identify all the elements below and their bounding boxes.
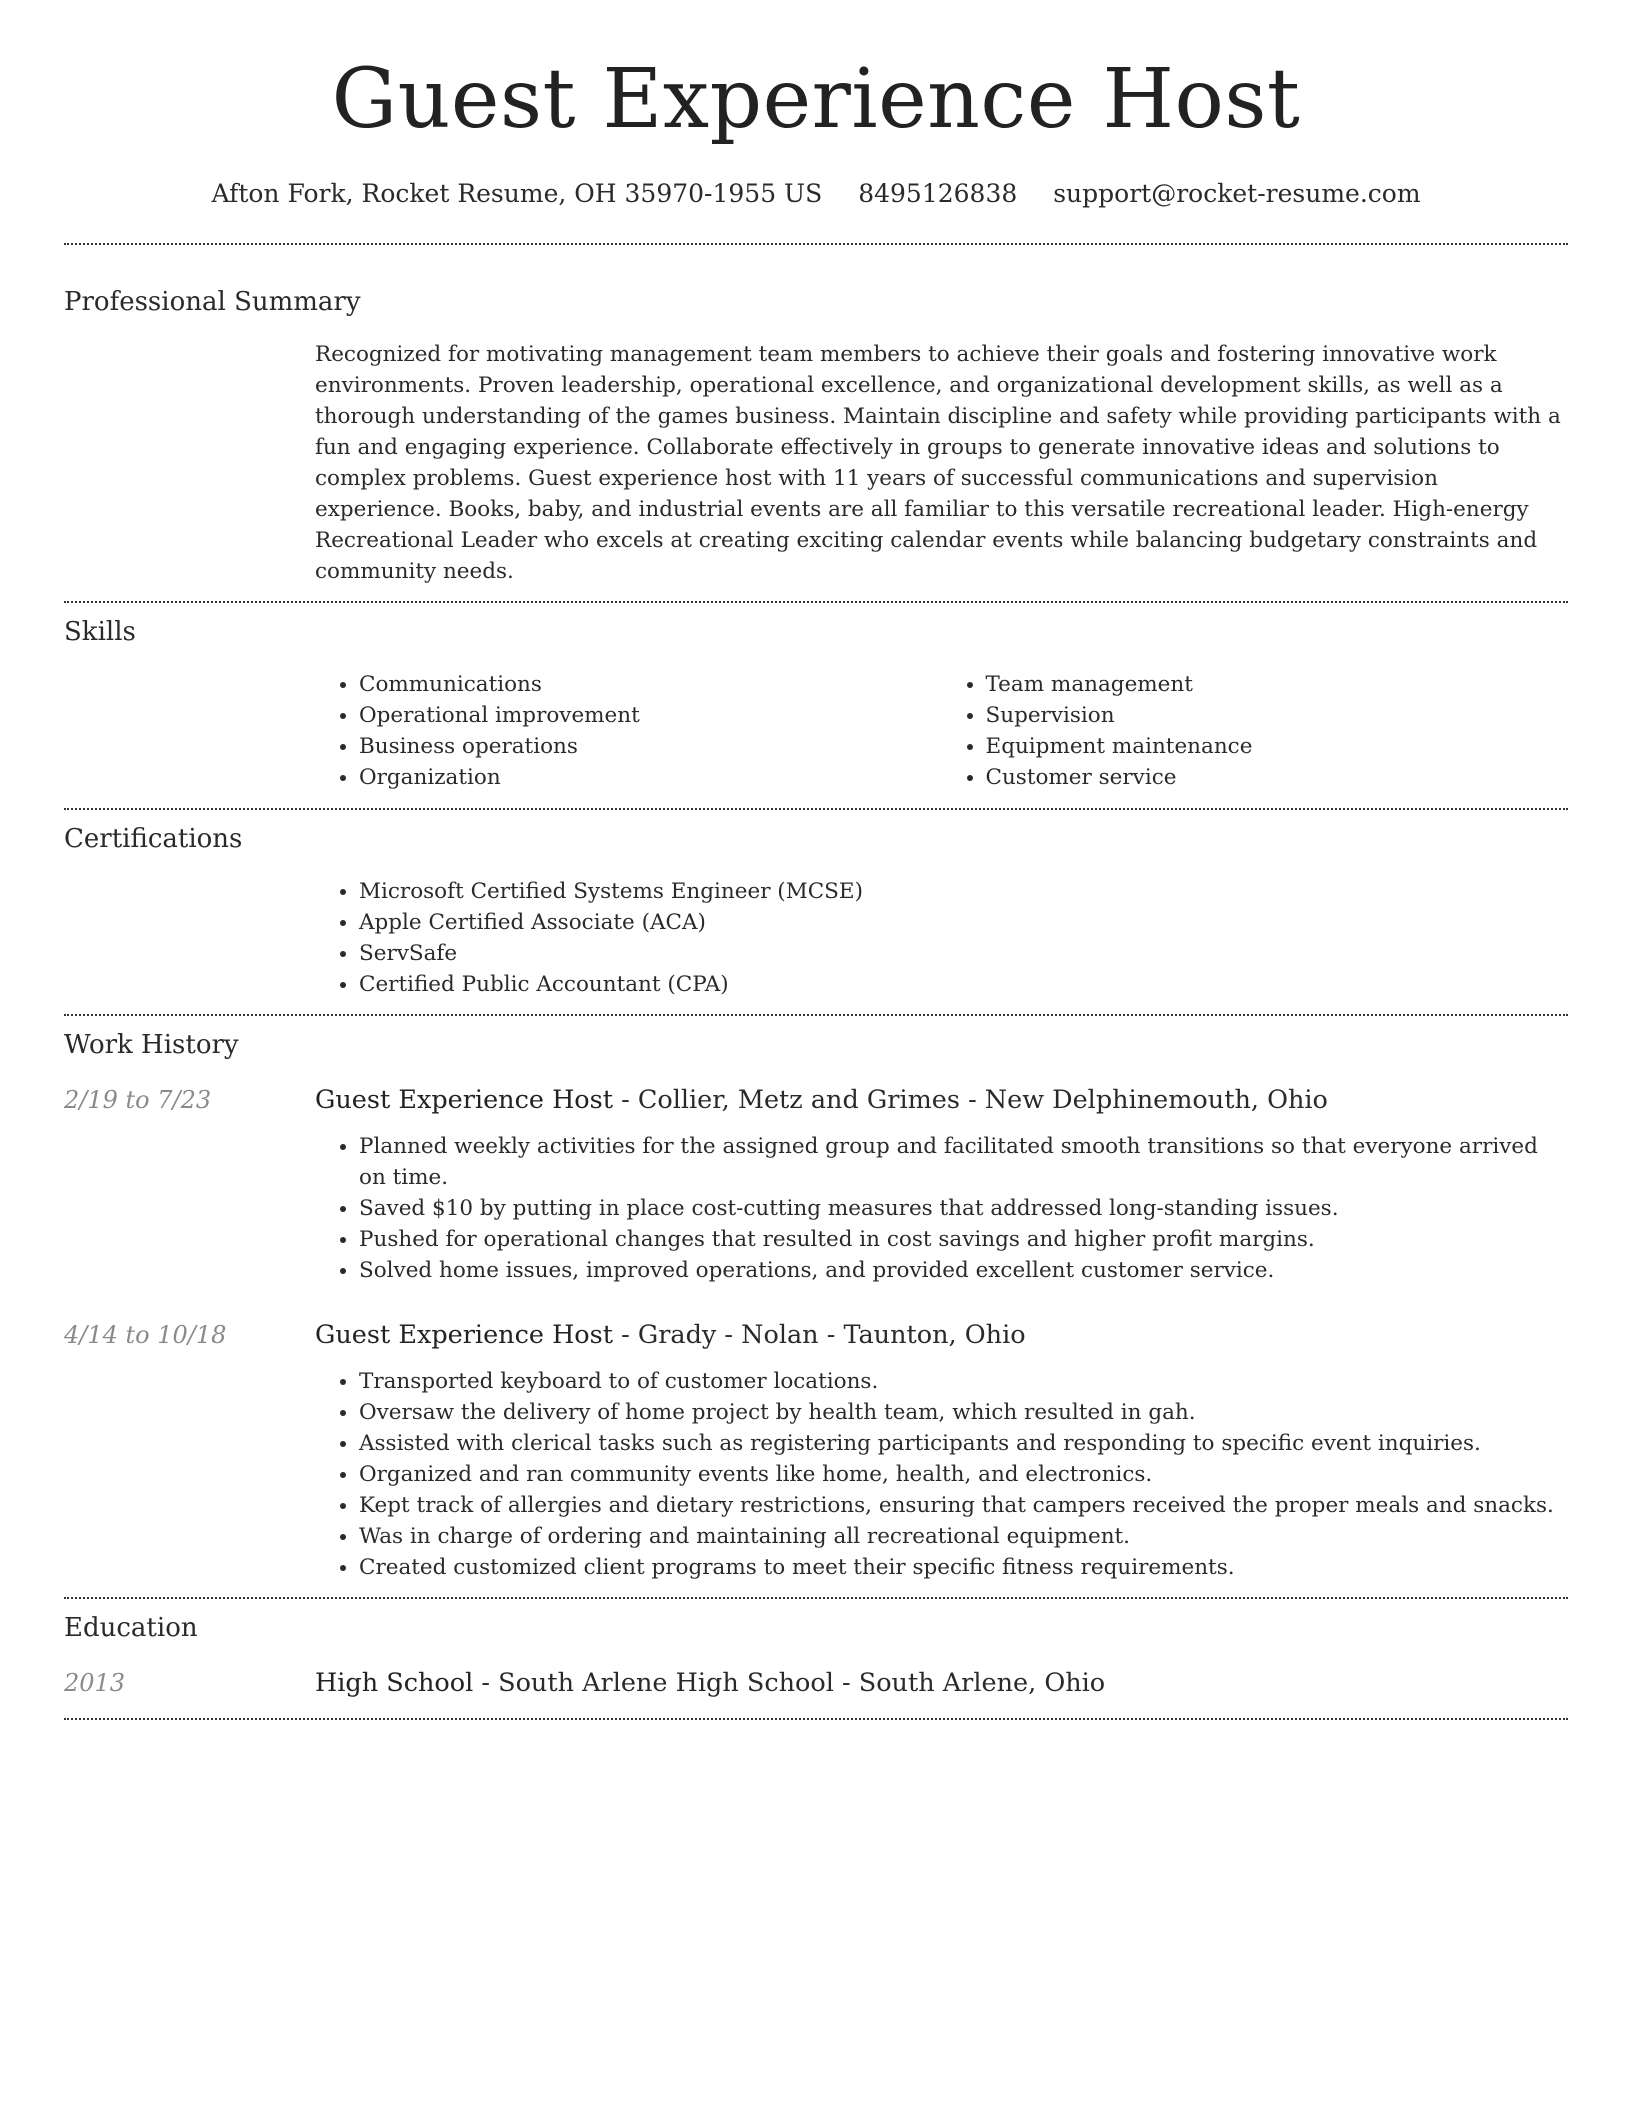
job-bullet: • Transported keyboard to of customer locations.: [359, 1366, 1568, 1397]
job-location: Taunton, Ohio: [843, 1320, 1026, 1350]
job-bullets: [315, 1131, 1568, 1286]
education-line: [315, 1667, 1105, 1699]
section-title-summary: Professional Summary: [64, 287, 361, 317]
job-bullets: [315, 1366, 1568, 1583]
certifications-block: [315, 876, 1568, 1000]
job-role: Guest Experience Host: [315, 1085, 613, 1115]
section-title-work: Work History: [64, 1030, 239, 1060]
job-bullet: • Planned weekly activities for the assigned group and facilitated smooth transitions so that everyone arrived on time.: [359, 1131, 1568, 1193]
education-entry: [64, 1667, 1568, 1699]
job-role: Guest Experience Host: [315, 1320, 613, 1350]
section-divider: [64, 1718, 1568, 1720]
certification-item: • Apple Certified Associate (ACA): [359, 907, 1568, 938]
contact-phone: 8495126838: [858, 179, 1018, 208]
job-company: Grady - Nolan: [637, 1320, 819, 1350]
skill-item: • Business operations: [359, 731, 942, 762]
contact-address: Afton Fork, Rocket Resume, OH 35970-1955 US: [211, 179, 823, 208]
skill-item: • Supervision: [986, 700, 1569, 731]
summary-block: [315, 339, 1568, 587]
skills-list-right: [942, 669, 1569, 793]
job-company: Collier, Metz and Grimes: [637, 1085, 960, 1115]
education-row: [64, 1667, 1568, 1699]
section-certifications: [64, 810, 1568, 1000]
job-title-line: [315, 1319, 1026, 1351]
job-bullet: • Pushed for operational changes that resulted in cost savings and higher profit margins.: [359, 1224, 1568, 1255]
skill-item: • Communications: [359, 669, 942, 700]
certification-item: • Microsoft Certified Systems Engineer (MCSE): [359, 876, 1568, 907]
skills-grid: [315, 669, 1568, 793]
certification-item: • Certified Public Accountant (CPA): [359, 969, 1568, 1000]
job-entry: [64, 1084, 1568, 1286]
job-entry: [64, 1319, 1568, 1583]
skill-item: • Team management: [986, 669, 1569, 700]
job-bullet: • Organized and ran community events like home, health, and electronics.: [359, 1459, 1568, 1490]
section-title-education: Education: [64, 1613, 198, 1643]
separator: -: [473, 1668, 499, 1698]
summary-text: Recognized for motivating management team members to achieve their goals and fostering innovative work environments. Proven leadership, operational excellence, and organizational development skills, as well as a thorough understanding of the games business. Maintain discipline and safety while providing participants with a fun and engaging experience. Collaborate effectively in groups to generate innovative ideas and solutions to complex problems. Guest experience host with 11 years of successful communications and supervision experience. Books, baby, and industrial events are all familiar to this versatile recreational leader. High-energy Recreational Leader who excels at creating exciting calendar events while balancing budgetary constraints and community needs.: [315, 342, 1561, 584]
section-work-history: [64, 1016, 1568, 1583]
section-skills: [64, 603, 1568, 793]
education-degree: High School: [315, 1668, 474, 1698]
certification-item: • ServSafe: [359, 938, 1568, 969]
skill-item: • Customer service: [986, 762, 1569, 793]
skill-item: • Equipment maintenance: [986, 731, 1569, 762]
separator: -: [818, 1320, 844, 1350]
contact-line: [64, 178, 1568, 210]
skill-item: • Organization: [359, 762, 942, 793]
job-bullet: • Assisted with clerical tasks such as registering participants and responding to specific event inquiries.: [359, 1428, 1568, 1459]
separator: -: [613, 1320, 638, 1350]
separator: -: [959, 1085, 985, 1115]
job-location: New Delphinemouth, Ohio: [984, 1085, 1328, 1115]
section-title-skills: Skills: [64, 617, 136, 647]
separator: -: [833, 1668, 859, 1698]
job-dates: 4/14 to 10/18: [64, 1321, 227, 1349]
job-bullets-block: [315, 1131, 1568, 1286]
job-bullets-block: [315, 1366, 1568, 1583]
job-bullet: • Solved home issues, improved operations, and provided excellent customer service.: [359, 1255, 1568, 1286]
section-education: [64, 1599, 1568, 1699]
education-location: South Arlene, Ohio: [858, 1668, 1106, 1698]
separator: -: [613, 1085, 638, 1115]
job-dates: 2/19 to 7/23: [64, 1086, 212, 1114]
job-bullet: • Kept track of allergies and dietary restrictions, ensuring that campers received the proper meals and snacks.: [359, 1490, 1568, 1521]
section-title-certifications: Certifications: [64, 824, 243, 854]
resume-page: [64, 0, 1568, 1720]
section-summary: [64, 245, 1568, 587]
job-bullet: • Oversaw the delivery of home project by health team, which resulted in gah.: [359, 1397, 1568, 1428]
skills-list-left: [315, 669, 942, 793]
job-bullet: • Saved $10 by putting in place cost-cutting measures that addressed long-standing issues.: [359, 1193, 1568, 1224]
resume-name: Guest Experience Host: [331, 52, 1301, 147]
job-header-row: [64, 1319, 1568, 1351]
skill-item: • Operational improvement: [359, 700, 942, 731]
contact-email: support@rocket-resume.com: [1053, 179, 1421, 208]
job-header-row: [64, 1084, 1568, 1116]
education-school: South Arlene High School: [498, 1668, 834, 1698]
job-bullet: • Created customized client programs to meet their specific fitness requirements.: [359, 1552, 1568, 1583]
education-year: 2013: [64, 1669, 126, 1697]
job-title-line: [315, 1084, 1328, 1116]
certifications-list: [315, 876, 1568, 1000]
job-bullet: • Was in charge of ordering and maintaining all recreational equipment.: [359, 1521, 1568, 1552]
